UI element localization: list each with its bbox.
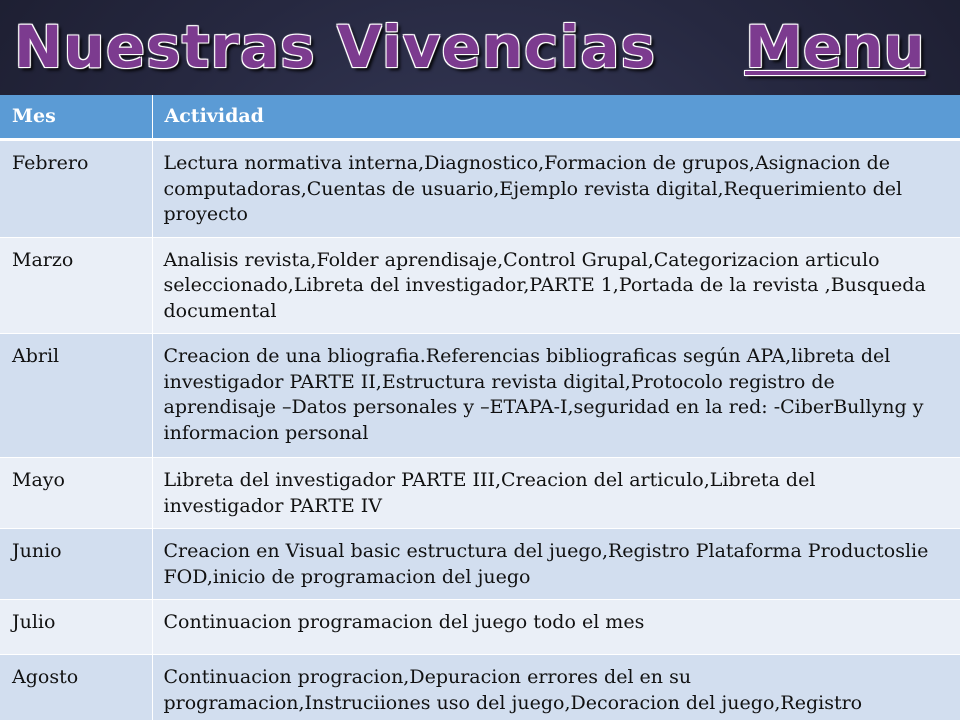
cell-actividad: Continuacion programacion del juego todo el mes: [152, 600, 960, 655]
cell-actividad: Lectura normativa interna,Diagnostico,Formacion de grupos,Asignacion de computadoras,Cuentas de usuario,Ejemplo revista digital,Requerimiento del proyecto: [152, 140, 960, 238]
table-header-row: [0, 95, 960, 140]
cell-actividad: Libreta del investigador PARTE III,Creacion del articulo,Libreta del investigador PARTE IV: [152, 458, 960, 529]
cell-mes: Junio: [0, 529, 152, 600]
cell-mes: Agosto: [0, 655, 152, 720]
column-header-actividad: Actividad: [152, 95, 960, 140]
table-row: [0, 140, 960, 238]
cell-mes: Abril: [0, 334, 152, 458]
page-title: Nuestras Vivencias: [14, 13, 656, 81]
cell-mes: Julio: [0, 600, 152, 655]
cell-actividad: Continuacion progracion,Depuracion errores del en su programacion,Instruciiones uso del juego,Decoracion del juego,Registro: [152, 655, 960, 720]
table-row: [0, 655, 960, 720]
cell-mes: Marzo: [0, 237, 152, 334]
table-row: [0, 334, 960, 458]
table-row: [0, 237, 960, 334]
menu-link[interactable]: Menu: [745, 13, 925, 81]
cell-mes: Febrero: [0, 140, 152, 238]
table-row: [0, 458, 960, 529]
table-row: [0, 529, 960, 600]
cell-actividad: Analisis revista,Folder aprendisaje,Control Grupal,Categorizacion articulo seleccionado,Libreta del investigador,PARTE 1,Portada de la revista ,Busqueda documental: [152, 237, 960, 334]
table-row: [0, 600, 960, 655]
activities-table: [0, 95, 960, 720]
cell-mes: Mayo: [0, 458, 152, 529]
column-header-mes: Mes: [0, 95, 152, 140]
cell-actividad: Creacion de una bliografia.Referencias bibliograficas según APA,libreta del investigador PARTE II,Estructura revista digital,Protocolo registro de aprendisaje –Datos personales y –ETAPA-I,seguridad en la red: -CiberBullyng y informacion personal: [152, 334, 960, 458]
cell-actividad: Creacion en Visual basic estructura del juego,Registro Plataforma Productoslie FOD,inicio de programacion del juego: [152, 529, 960, 600]
